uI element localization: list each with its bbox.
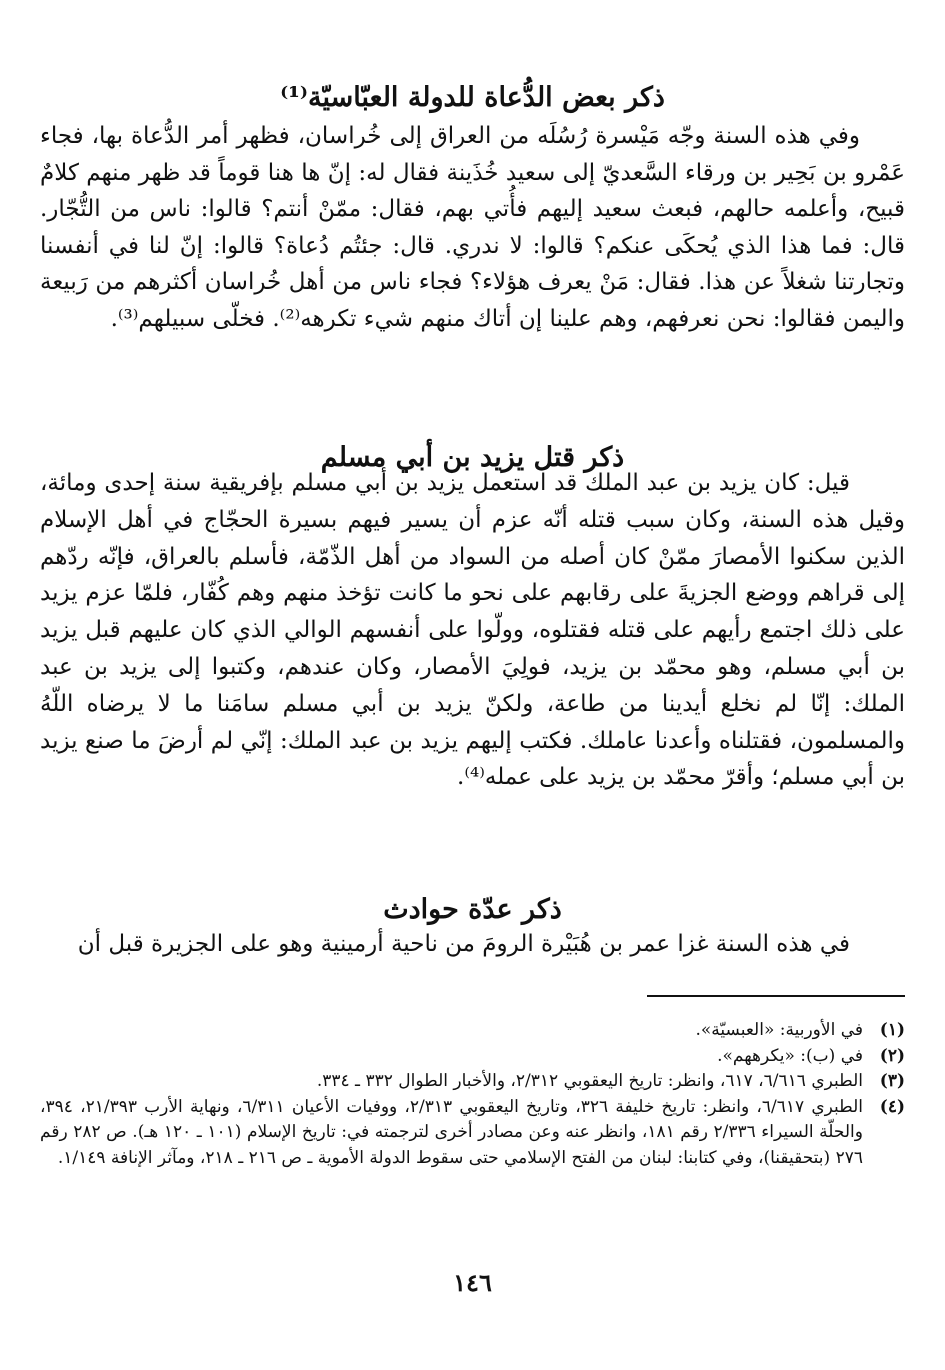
section-paragraph: وفي هذه السنة وجّه مَيْسرة رُسُلَه من العراق إلى خُراسان، فظهر أمر الدُّعاة بها، فجاء عَمْرو بن بَحِير بن ورقاء السَّعديّ إلى سعيد خُذَينة فقال له: إنّ ها هنا قوماً قد ظهر منهم كلامٌ قبيح، وأعلمه حالهم، فبعث سعيد إليهم فأُتي بهم، فقال: ممّنْ أنتم؟ قالوا: ناس من التُّجّار. قال: فما هذا الذي يُحكَى عنكم؟ قالوا: لا ندري. قال: جئتُم دُعاة؟ قالوا: إنّ لنا في أنفسنا وتجارتنا شغلاً عن هذا. فقال: مَنْ يعرف هؤلاء؟ فجاء ناس من أهل خُراسان أكثرهم من رَبيعة واليمن فقالوا: نحن نعرفهم، وهم علينا إن أتاك منهم شيء تكرهه⁽²⁾. فخلّى سبيلهم⁽³⁾. [40,123,905,332]
page-number: ١٤٦ [453,1268,492,1297]
footnote-text: الطبري ٦/٦١٦، ٦١٧، وانظر: تاريخ اليعقوبي ٢/٣١٢، والأخبار الطوال ٣٣٢ ـ ٣٣٤. [316,1071,863,1091]
section-paragraph: في هذه السنة غزا عمر بن هُبَيْرة الرومَ من ناحية أرمينية وهو على الجزيرة قبل أن [77,931,850,957]
footnote-number: (٤) [879,1096,905,1117]
footnote-item [40,1018,905,1044]
footnote-divider [647,995,905,997]
footnote-number: (٣) [879,1071,905,1091]
book-page [40,0,905,1370]
footnote-item [40,1044,905,1070]
footnote-text: في الأوربية: «العبسيّة». [695,1020,863,1040]
footnotes-list [40,1018,905,1171]
footnote-item [40,1095,905,1172]
section-heading: ذكر قتل يزيد بن أبي مسلم [320,442,625,474]
footnote-text: في (ب): «يكرههم». [717,1045,863,1066]
section-heading: ذكر بعض الدُّعاة للدولة العبّاسيّة⁽¹⁾ [280,82,665,114]
footnote-item [40,1069,905,1095]
footnote-number: (٢) [879,1045,905,1066]
section-heading: ذكر عدّة حوادث [383,894,562,926]
footnote-number: (١) [879,1020,905,1040]
section-paragraph: قيل: كان يزيد بن عبد الملك قد استعمل يزيد بن أبي مسلم بإفريقية سنة إحدى ومائة، وقيل هذه السنة، وكان سبب قتله أنّه عزم أن يسير فيهم بسيرة الحجّاج في أهل الإسلام الذين سكنوا الأمصارَ ممّنْ كان أصله من السواد من أهل الذّمّة، فأسلم بالعراق، فإنّه ردّهم إلى قراهم ووضع الجزيةَ على رقابهم على نحو ما كانت تؤخذ منهم وهم كُفّار، فلمّا عزم يزيد على ذلك اجتمع رأيهم على قتله فقتلوه، وولّوا على أنفسهم الوالي الذي كان عليهم قبل يزيد بن أبي مسلم، وهو محمّد بن يزيد، فولِيَ الأمصار، وكان عندهم، وكتبوا إلى يزيد بن عبد الملك: إنّا لم نخلع أيدينا من طاعة، ولكنّ يزيد بن أبي مسلم سامَنا ما لا يرضاه اللّهُ والمسلمون، فقتلناه وأعدنا عاملك. فكتب إليهم يزيد بن عبد الملك: إنّي لم أرضَ ما صنع يزيد بن أبي مسلم؛ وأقرّ محمّد بن يزيد على عمله⁽⁴⁾. [40,470,905,791]
footnote-text: الطبري ٦/٦١٧، وانظر: تاريخ خليفة ٣٢٦، وتاريخ اليعقوبي ٢/٣١٣، ووفيات الأعيان ٦/٣١١، ونهاية الأرب ٢١/٣٩٣، ٣٩٤، والحلّة السيراء ٢/٣٣٦ رقم ١٨١، وانظر عنه وعن مصادر أخرى لترجمته في: تاريخ الإسلام (١٠١ ـ ١٢٠ هـ). ص ٢٨٢ رقم ٢٧٦ (بتحقيقنا)، وفي كتابنا: لبنان من الفتح الإسلامي حتى سقوط الدولة الأموية ـ ص ٢١٦ ـ ٢١٨، ومآثر الإنافة ١/١٤٩. [40,1096,863,1168]
